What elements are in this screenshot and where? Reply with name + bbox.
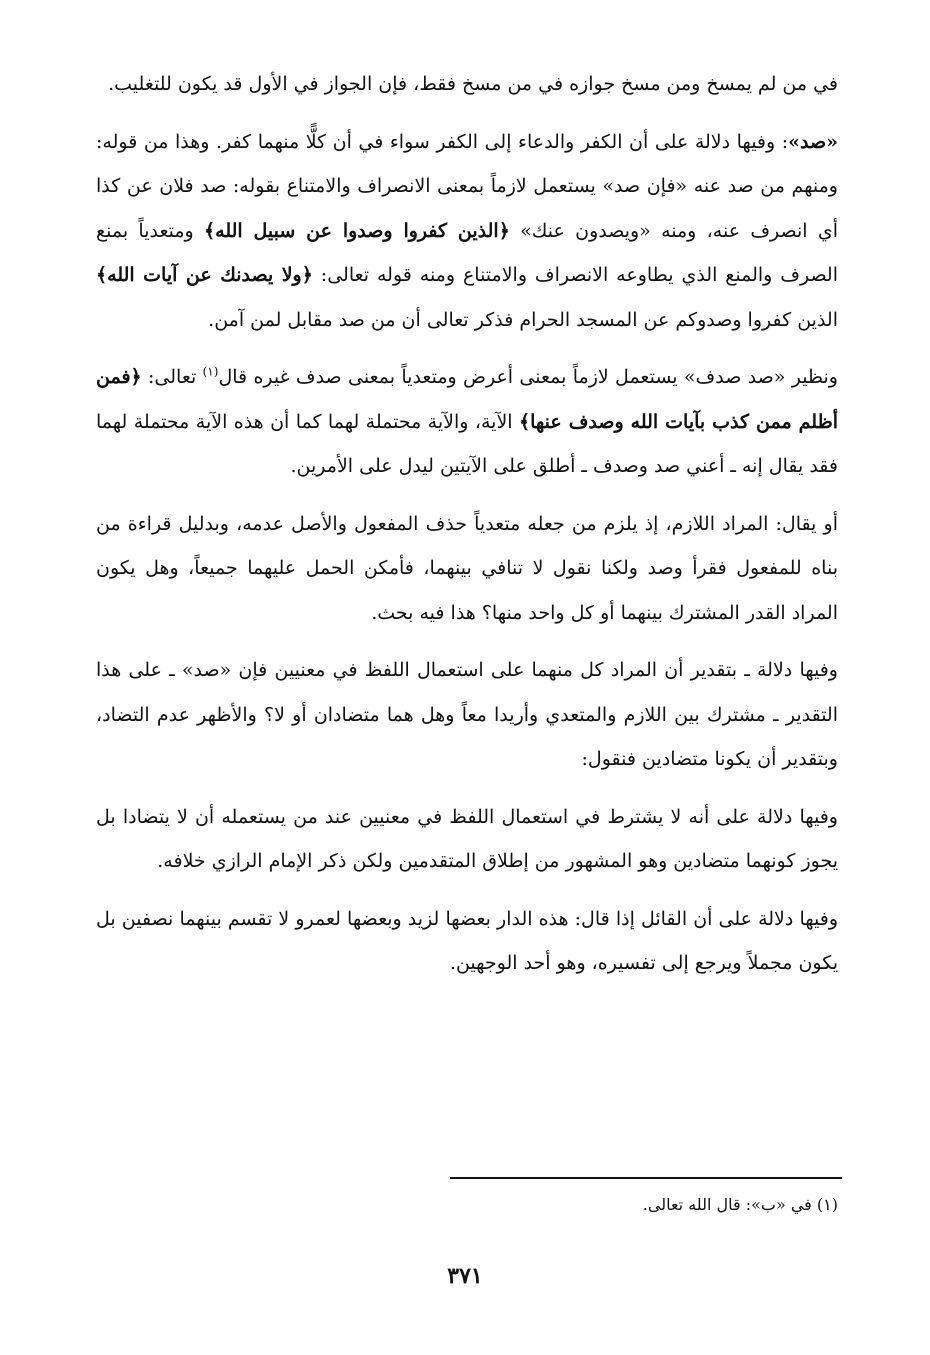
bold-phrase: ﴿الذين كفروا وصدوا عن سبيل الله﴾	[204, 219, 510, 242]
footnote-marker: (١)	[202, 364, 219, 379]
paragraph-7	[96, 897, 838, 986]
text-segment: أو يقال: المراد اللازم، إذ يلزم من جعله متعدياً حذف المفعول والأصل عدمه، وبدليل قراءة من بناه للمفعول فقرأ وصد ولكنا نقول لا تنافي بينهما، فأمكن الحمل عليهما جميعاً، وهل يكون المراد القدر المشترك بينهما أو كل واحد منها؟ هذا فيه بحث.	[96, 512, 838, 624]
paragraph-1	[96, 62, 838, 107]
footnote: (١) في «ب»: قال الله تعالى.	[642, 1195, 838, 1214]
bold-phrase: ﴿ولا يصدنك عن آيات الله﴾	[96, 264, 313, 286]
paragraph-4	[96, 502, 838, 636]
text-segment: وفيها دلالة على أنه لا يشترط في استعمال اللفظ في معنيين عند من يستعمله أن لا يتضادا بل يجوز كونهما متضادين وهو المشهور من إطلاق المتقدمين ولكن ذكر الإمام الرازي خلافه.	[96, 805, 838, 872]
bold-phrase: ﴿فمن أظلم ممن كذب بآيات الله وصدف عنها﴾	[96, 366, 838, 433]
text-segment: ونظير «صد صدف» يستعمل لازماً بمعنى أعرض ومتعدياً بمعنى صدف غيره قال	[218, 366, 838, 388]
text-segment: الذين كفروا وصدوكم عن المسجد الحرام فذكر تعالى أن من صد مقابل لمن آمن.	[208, 308, 838, 331]
page-number: ٣٧١	[447, 1263, 483, 1289]
paragraph-2	[96, 120, 838, 343]
text-segment: وفيها دلالة ـ بتقدير أن المراد كل منهما على استعمال اللفظ في معنيين فإن «صد» ـ على هذا التقدير ـ مشترك بين اللازم والمتعدي وأريدا معاً وهل هما متضادان أو لا؟ والأظهر عدم التضاد، وبتقدير أن يكونا متضادين فنقول:	[96, 659, 838, 770]
text-segment: الآية، والآية محتملة لهما كما أن هذه الآية محتملة لهما فقد يقال إنه ـ أعني صد وصدف ـ أطلق على الآيتين ليدل على الأمرين.	[96, 410, 838, 477]
paragraph-6	[96, 795, 838, 884]
paragraph-3	[96, 355, 838, 489]
bold-phrase: «صد»	[788, 130, 838, 153]
text-segment: تعالى:	[141, 366, 203, 388]
text-segment: في من لم يمسخ ومن مسخ جوازه في من مسخ فقط، فإن الجواز في الأول قد يكون للتغليب.	[108, 73, 838, 95]
paragraph-5	[96, 648, 838, 782]
page-body	[96, 62, 838, 999]
footnote-divider	[450, 1177, 842, 1179]
text-segment: ومتعدياً بمنع الصرف والمنع الذي يطاوعه الانصراف والامتناع ومنه قوله تعالى:	[96, 219, 838, 286]
text-segment: : وفيها دلالة على أن الكفر والدعاء إلى الكفر سواء في أن كلًّا منهما كفر. وهذا من قوله: ومنهم من صد عنه «فإن صد» يستعمل لازماً بمعنى الانصراف والامتناع بقوله: صد فلان عن كذا أي انصرف عنه، ومنه «ويصدون عنك»	[96, 130, 838, 242]
text-segment: وفيها دلالة على أن القائل إذا قال: هذه الدار بعضها لزيد وبعضها لعمرو لا تقسم بينهما نصفين بل يكون مجملاً ويرجع إلى تفسيره، وهو أحد الوجهين.	[96, 907, 838, 974]
